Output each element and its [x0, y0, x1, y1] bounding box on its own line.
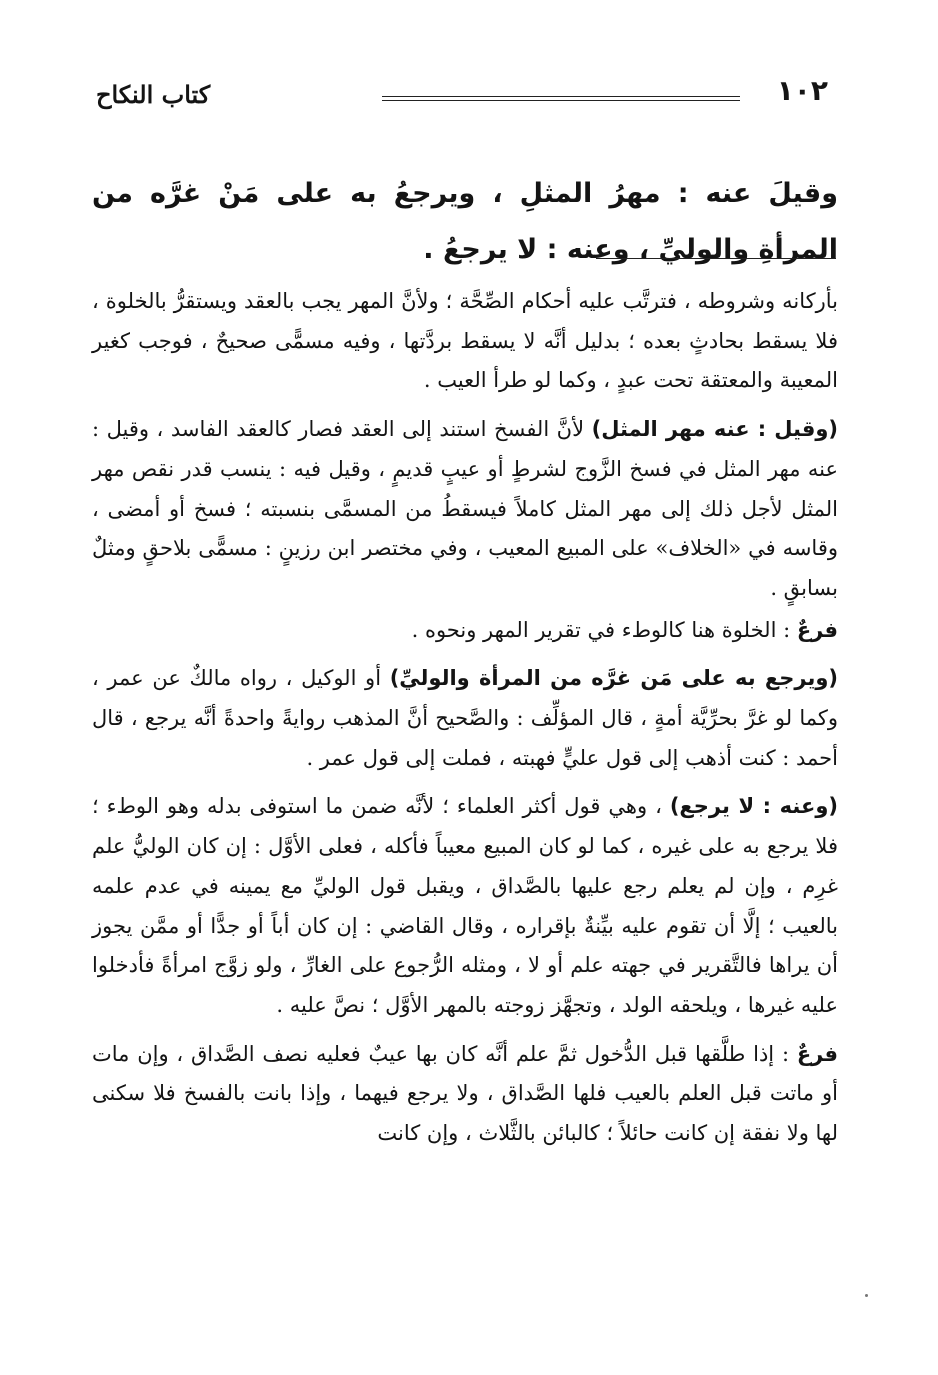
paragraph-lead: فرعٌ [796, 1041, 838, 1066]
header-rule [382, 96, 740, 101]
commentary-body [92, 282, 838, 1154]
paragraph-text: لأنَّ الفسخ استند إلى العقد فصار كالعقد الفاسد ، وقيل : عنه مهر المثل في فسخ الزَّوج لشرطٍ أو عيبٍ قديمٍ ، وقيل فيه : ينسب قدر نقص مهر المثل لأجل ذلك إلى مهر المثل كاملاً فيسقطُ من المسمَّى بنسبته ؛ فسخ أو أمضى ، وقاسه في «الخلاف» على المبيع المعيب ، وفي مختصر ابن رزينٍ : مسمًّى بلاحقٍ ومثلٌ بسابقٍ . [92, 417, 838, 600]
paragraph-text: : الخلوة هنا كالوطء في تقرير المهر ونحوه . [411, 617, 797, 642]
paragraph-text: : إذا طلَّقها قبل الدُّخول ثمَّ علم أنَّه كان بها عيبٌ فعليه نصف الصَّداق ، وإن مات أو ماتت قبل العلم بالعيب فلها الصَّداق ، ولا يرجع فيهما ، وإذا بانت بالفسخ فلا سكنى لها ولا نفقة إن كانت حائلاً ؛ كالبائن بالثَّلاث ، وإن كانت [92, 1041, 838, 1146]
commentary-paragraph [92, 787, 838, 1025]
page-number: ١٠٢ [776, 74, 828, 107]
commentary-paragraph [92, 282, 838, 401]
commentary-paragraph [92, 611, 838, 651]
paragraph-text: بأركانه وشروطه ، فترتَّب عليه أحكام الصِّحَّة ؛ ولأنَّ المهر يجب بالعقد ويستقرُّ بالخلوة ، فلا يسقط بحادثٍ بعده ؛ بدليل أنَّه لا يسقط بردَّتها ، وفيه مسمًّى صحيحٌ ، فوجب كغير المعيبة والمعتقة تحت عبدٍ ، وكما لو طرأ العيب . [92, 289, 838, 393]
paragraph-lead: (وقيل : عنه مهر المثل) [591, 417, 838, 442]
matn-separator [596, 258, 836, 259]
commentary-paragraph [92, 659, 838, 778]
matn-text: وقيلَ عنه : مهرُ المثلِ ، ويرجعُ به على مَنْ غرَّه من المرأةِ والوليِّ ، وعنه : لا يرجعُ . [92, 178, 838, 265]
book-title: كتاب النكاح [96, 80, 211, 109]
page-header [96, 74, 836, 118]
commentary-paragraph [92, 1035, 838, 1154]
paragraph-lead: فرعٌ [796, 617, 838, 642]
paragraph-lead: (وعنه : لا يرجع) [669, 794, 838, 819]
paragraph-text: أو الوكيل ، رواه مالكٌ عن عمر ، وكما لو غرَّ بحرِّيَّة أمةٍ ، قال المؤلِّف : والصَّحيح أنَّ المذهب روايةً واحدةً أنَّه يرجع ، قال أحمد : كنت أذهب إلى قول عليٍّ فهبته ، فملت إلى قول عمر . [92, 666, 838, 770]
paragraph-text: ، وهي قول أكثر العلماء ؛ لأنَّه ضمن ما استوفى بدله وهو الوطء ؛ فلا يرجع به على غيره ، كما لو كان المبيع معيباً فأكله ، فعلى الأوَّل : إن كان الوليُّ علم غرِم ، وإن لم يعلم رجع عليها بالصَّداق ، ويقبل قول الوليِّ مع يمينه في عدم علمه بالعيب ؛ إلَّا أن تقوم عليه بيِّنةٌ بإقراره ، وقال القاضي : إن كان أباً أو جدًّا أو ممَّن يجوز أن يراها فالتَّقرير في جهته علم أو لا ، ومثله الرُّجوع على الغارِّ ، ولو زوَّج امرأةً فأدخلوا عليه غيرها ، ويلحقه الولد ، وتجهَّز زوجته بالمهر الأوَّل ؛ نصَّ عليه . [92, 794, 838, 1017]
paragraph-lead: (ويرجع به على مَن غرَّه من المرأة والوليِّ) [389, 666, 839, 691]
scan-mark [865, 1294, 868, 1297]
commentary-paragraph [92, 410, 838, 609]
